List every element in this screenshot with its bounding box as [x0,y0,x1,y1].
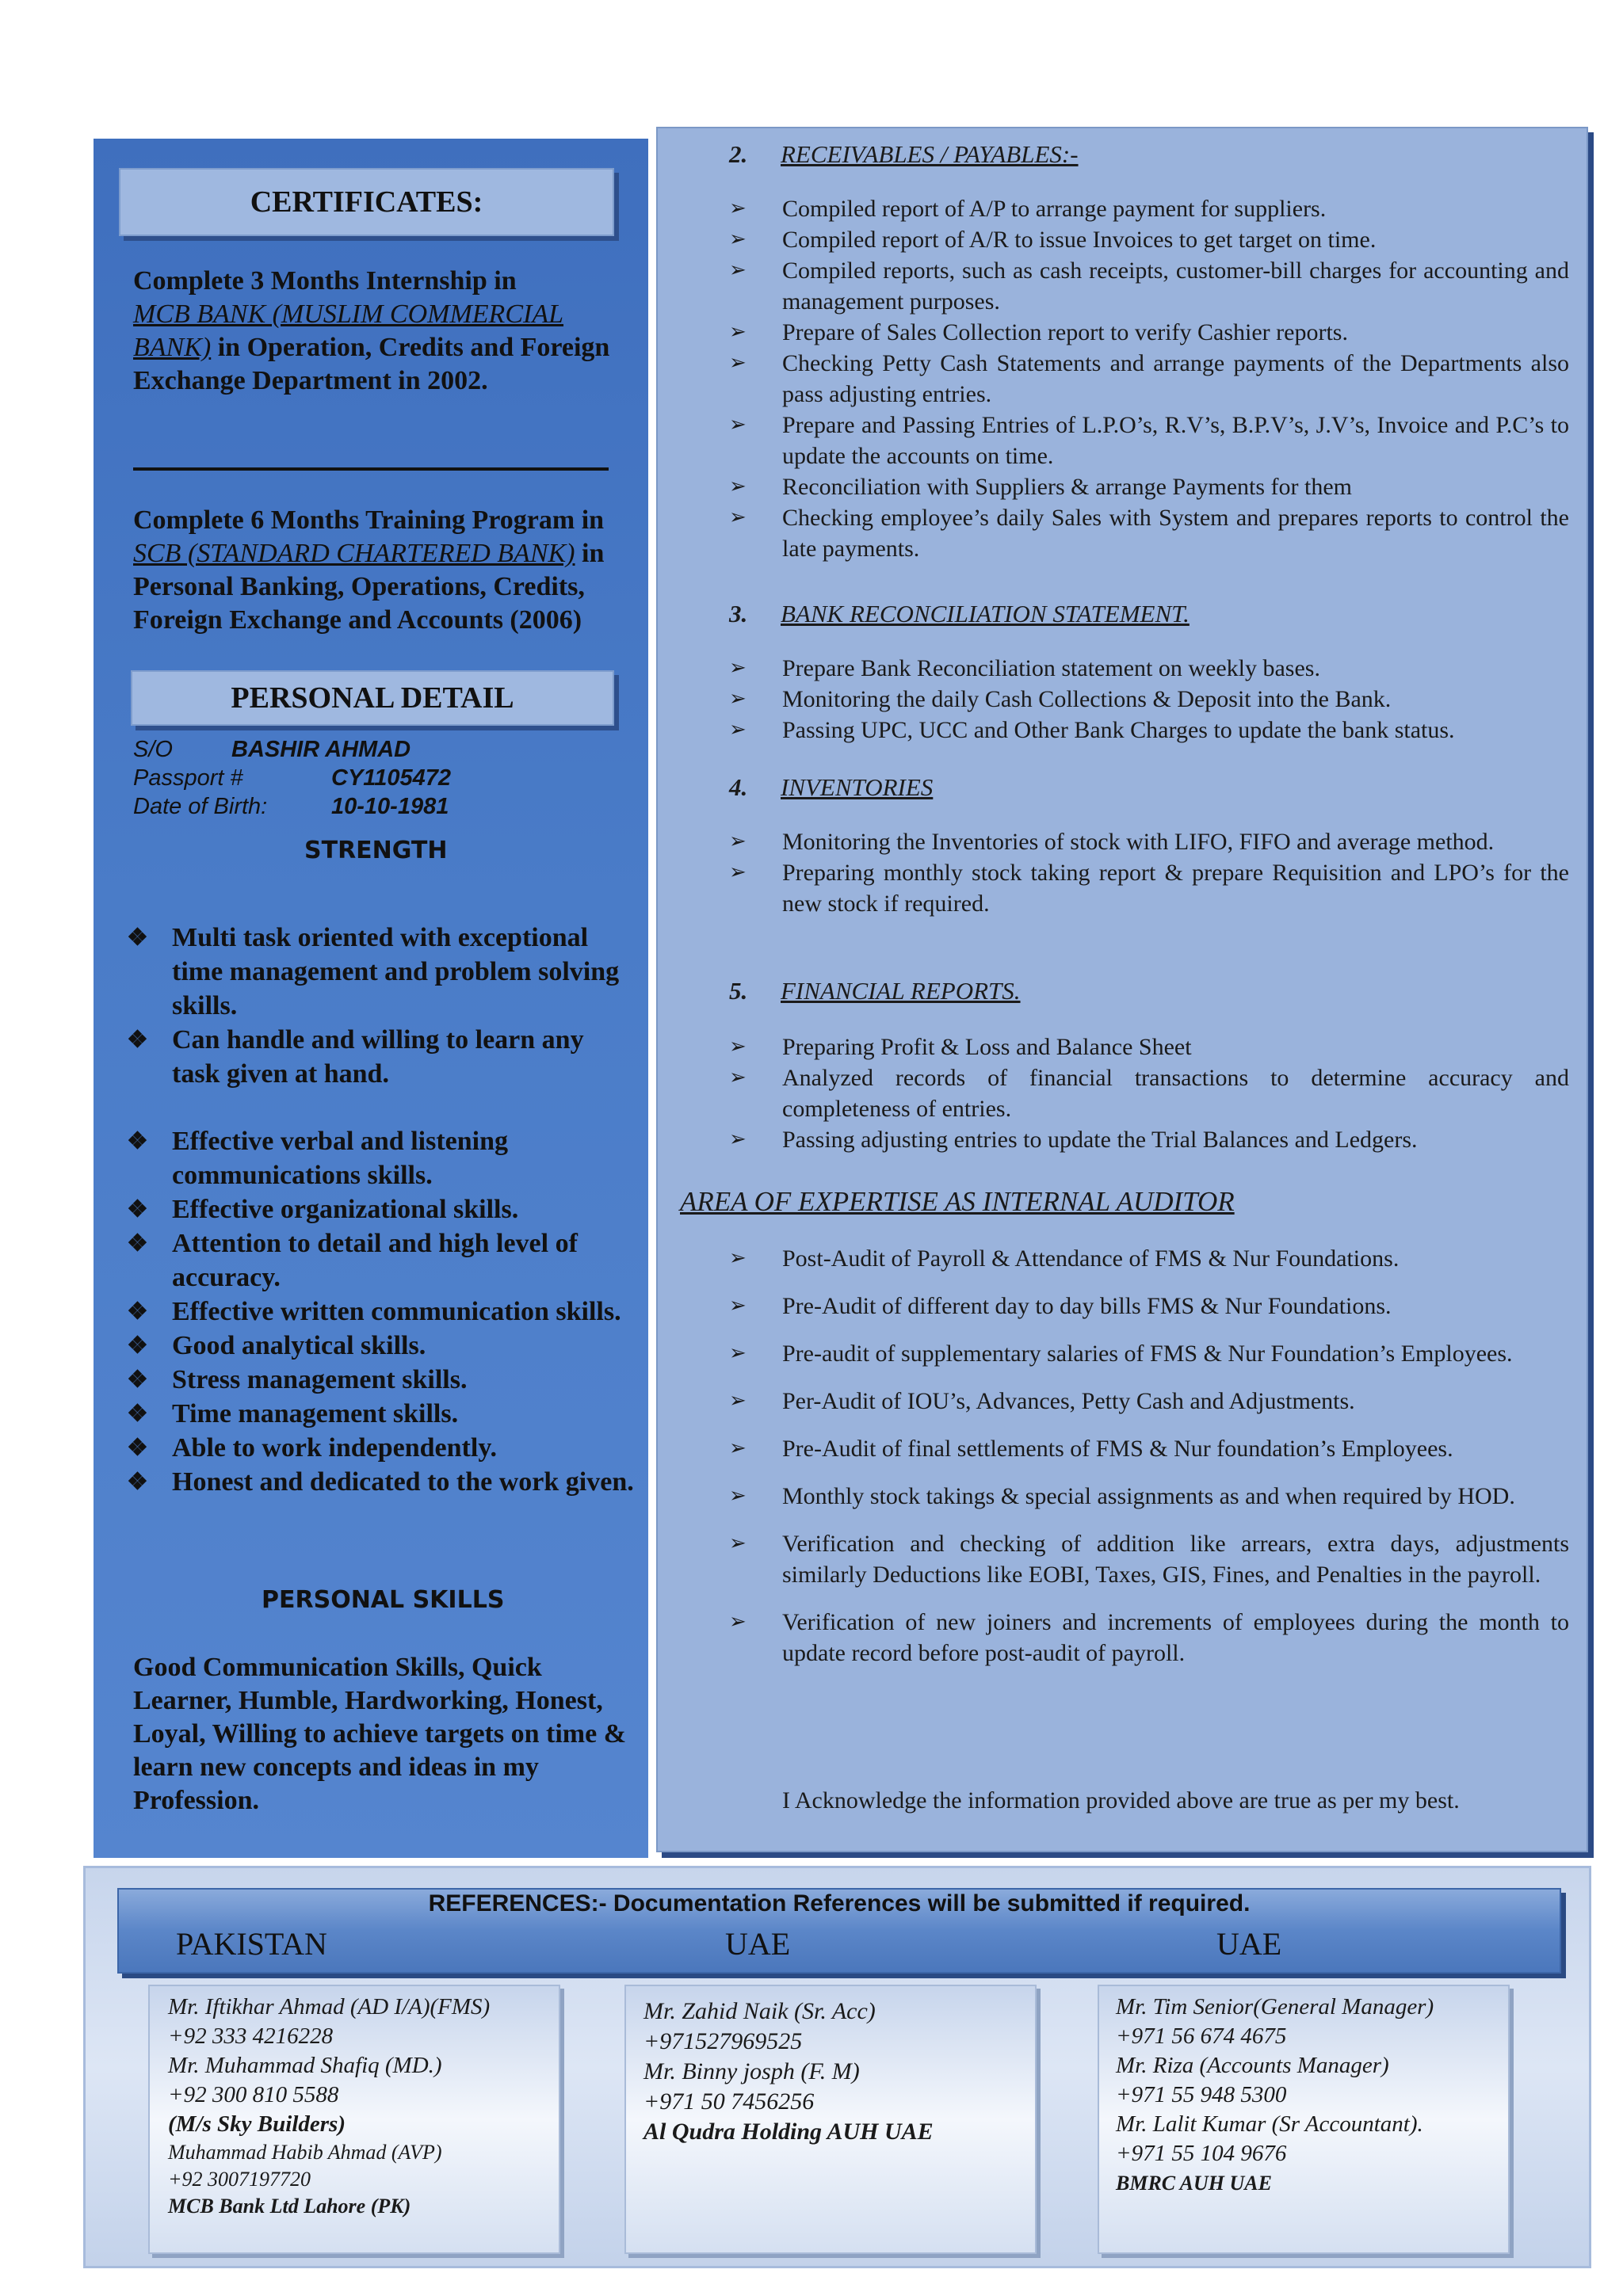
arrow-bullet-icon: ➢ [729,1436,747,1460]
diamond-bullet-icon: ❖ [127,1469,148,1495]
list-item: ➢ Compiled report of A/P to arrange payment for suppliers. [729,193,1569,224]
arrow-bullet-icon: ➢ [729,860,747,884]
financial-reports-list [729,1032,1569,1155]
diamond-bullet-icon: ❖ [127,1333,148,1359]
list-item: ➢ Per-Audit of IOU’s, Advances, Petty Cash and Adjustments. [729,1386,1569,1417]
section-5-number: 5. [729,977,748,1005]
diamond-bullet-icon: ❖ [127,1435,148,1461]
personal-detail-heading: PERSONAL DETAIL [131,670,614,726]
list-item: ➢ Prepare and Passing Entries of L.P.O’s, R.V’s, B.P.V’s, J.V’s, Invoice and P.C’s to update the accounts on time. [729,410,1569,471]
list-item: ➢ Pre-audit of supplementary salaries of FMS & Nur Foundation’s Employees. [729,1338,1569,1369]
list-item: ❖ Multi task oriented with exceptional time management and problem solving skills. [127,921,634,1023]
arrow-bullet-icon: ➢ [729,1035,747,1058]
list-item: ➢ Post-Audit of Payroll & Attendance of FMS & Nur Foundations. [729,1243,1569,1274]
certificate-training [133,504,617,637]
list-item: ➢ Prepare of Sales Collection report to verify Cashier reports. [729,317,1569,348]
list-item: ➢ Pre-Audit of different day to day bills FMS & Nur Foundations. [729,1291,1569,1322]
arrow-bullet-icon: ➢ [729,1531,747,1555]
cert1-suffix: in Operation, Credits and Foreign Exchange Department in 2002. [133,333,610,395]
strength-list [127,921,634,1499]
list-item: ❖ Stress management skills. [127,1363,634,1397]
arrow-bullet-icon: ➢ [729,475,747,498]
list-item: ➢ Preparing Profit & Loss and Balance Sheet [729,1032,1569,1062]
list-item: ➢ Passing adjusting entries to update the Trial Balances and Ledgers. [729,1124,1569,1155]
list-item: ➢ Checking Petty Cash Statements and arrange payments of the Departments also pass adjusting entries. [729,348,1569,410]
arrow-bullet-icon: ➢ [729,351,747,375]
list-item: ❖ Effective organizational skills. [127,1192,634,1226]
cert2-suffix: in Personal Banking, Operations, Credits, Foreign Exchange and Accounts (2006) [133,539,605,635]
list-item: ➢ Pre-Audit of final settlements of FMS & Nur foundation’s Employees. [729,1433,1569,1464]
diamond-bullet-icon: ❖ [127,1128,148,1154]
list-item: ❖ Can handle and willing to learn any task given at hand. [127,1023,634,1091]
section-4-title: INVENTORIES [781,773,934,801]
reference-uae1-lines: Mr. Zahid Naik (Sr. Acc) +971527969525 Mr. Binny josph (F. M) +971 50 7456256 Al Qudra Holding AUH UAE [643,1998,934,2145]
arrow-bullet-icon: ➢ [729,1294,747,1318]
certificates-heading: CERTIFICATES: [119,168,614,236]
acknowledgement-text: I Acknowledge the information provided above are true as per my best. [782,1787,1460,1814]
cert1-bank: MCB BANK (MUSLIM COMMERCIAL BANK) [133,299,564,362]
list-item: ❖ Able to work independently. [127,1431,634,1465]
certificate-internship [133,265,617,398]
section-5-title: FINANCIAL REPORTS. [781,977,1021,1005]
list-item: ➢ Compiled report of A/R to issue Invoices to get target on time. [729,224,1569,255]
certificate-divider [133,467,609,471]
country-uae: UAE [725,1926,791,1962]
country-pakistan: PAKISTAN [176,1926,327,1962]
list-item: ❖ Time management skills. [127,1397,634,1431]
cert2-prefix: Complete 6 Months Training Program in [133,505,605,535]
internal-auditor-list [729,1243,1569,1685]
list-item: ➢ Monitoring the daily Cash Collections & Deposit into the Bank. [729,684,1569,715]
section-4-number: 4. [729,773,748,801]
list-item: ❖ Attention to detail and high level of accuracy. [127,1226,634,1295]
arrow-bullet-icon: ➢ [729,1610,747,1634]
list-item: ➢ Reconciliation with Suppliers & arrange Payments for them [729,471,1569,502]
inventories-list [729,826,1569,919]
list-item: ➢ Prepare Bank Reconciliation statement on weekly bases. [729,653,1569,684]
list-item: ❖ Effective written communication skills. [127,1295,634,1329]
arrow-bullet-icon: ➢ [729,1389,747,1413]
list-item: ➢ Preparing monthly stock taking report & prepare Requisition and LPO’s for the new stock if required. [729,857,1569,919]
arrow-bullet-icon: ➢ [729,830,747,853]
arrow-bullet-icon: ➢ [729,687,747,711]
area-of-expertise-title: AREA OF EXPERTISE AS INTERNAL AUDITOR [680,1186,1235,1217]
list-item: ❖ Effective verbal and listening communications skills. [127,1124,634,1192]
arrow-bullet-icon: ➢ [729,320,747,344]
section-2-title: RECEIVABLES / PAYABLES:- [781,140,1079,168]
list-item: ❖ Good analytical skills. [127,1329,634,1363]
list-item: ➢ Verification of new joiners and increments of employees during the month to update record before post-audit of payroll. [729,1607,1569,1669]
diamond-bullet-icon: ❖ [127,1299,148,1325]
diamond-bullet-icon: ❖ [127,1367,148,1393]
list-item: ❖ Honest and dedicated to the work given. [127,1465,634,1499]
list-item: ➢ Monitoring the Inventories of stock with LIFO, FIFO and average method. [729,826,1569,857]
country-uae: UAE [1216,1926,1282,1962]
cert2-bank: SCB (STANDARD CHARTERED BANK) [133,539,575,568]
arrow-bullet-icon: ➢ [729,227,747,251]
passport-value: CY1105472 [331,765,452,791]
receivables-payables-list [729,193,1569,564]
so-value: BASHIR AHMAD [231,737,411,762]
list-item: ➢ Passing UPC, UCC and Other Bank Charges to update the bank status. [729,715,1569,746]
references-title: REFERENCES:- Documentation References will be submitted if required. [428,1890,1251,1917]
reference-pakistan-lines: Mr. Iftikhar Ahmad (AD I/A)(FMS) +92 333 4216228 Mr. Muhammad Shafiq (MD.) +92 300 810 5588 (M/s Sky Builders) Muhammad Habib Ahmad (AVP) +92 3007197720 MCB Bank Ltd Lahore (PK) [168,1994,491,2218]
personal-skills-text: Good Communication Skills, Quick Learner, Humble, Hardworking, Honest, Loyal, Willing to achieve targets on time & learn new concepts and ideas in my Profession. [133,1653,627,1815]
cert1-prefix: Complete 3 Months Internship in [133,266,517,296]
diamond-bullet-icon: ❖ [127,1196,148,1222]
section-3-title: BANK RECONCILIATION STATEMENT. [781,600,1190,627]
arrow-bullet-icon: ➢ [729,1484,747,1508]
arrow-bullet-icon: ➢ [729,196,747,220]
list-item: ➢ Compiled reports, such as cash receipts, customer-bill charges for accounting and management purposes. [729,255,1569,317]
arrow-bullet-icon: ➢ [729,1246,747,1270]
arrow-bullet-icon: ➢ [729,413,747,437]
arrow-bullet-icon: ➢ [729,1341,747,1365]
arrow-bullet-icon: ➢ [729,505,747,529]
arrow-bullet-icon: ➢ [729,258,747,282]
arrow-bullet-icon: ➢ [729,1127,747,1151]
arrow-bullet-icon: ➢ [729,1066,747,1089]
strength-heading: STRENGTH [304,837,448,864]
diamond-bullet-icon: ❖ [127,1401,148,1427]
list-item: ➢ Analyzed records of financial transactions to determine accuracy and completeness of entries. [729,1062,1569,1124]
bank-reconciliation-list [729,653,1569,746]
diamond-bullet-icon: ❖ [127,1027,148,1053]
diamond-bullet-icon: ❖ [127,925,148,951]
personal-skills-heading: PERSONAL SKILLS [262,1586,505,1614]
diamond-bullet-icon: ❖ [127,1230,148,1257]
list-item: ➢ Monthly stock takings & special assignments as and when required by HOD. [729,1481,1569,1512]
passport-label: Passport # [133,765,243,791]
list-item: ➢ Checking employee’s daily Sales with System and prepares reports to control the late payments. [729,502,1569,564]
so-label: S/O [133,737,173,762]
dob-value: 10-10-1981 [331,794,449,819]
arrow-bullet-icon: ➢ [729,718,747,742]
reference-uae2-lines: Mr. Tim Senior(General Manager) +971 56 674 4675 Mr. Riza (Accounts Manager) +971 55 948 5300 Mr. Lalit Kumar (Sr Accountant). +971 55 104 9676 BMRC AUH UAE [1116,1994,1434,2195]
list-item: ➢ Verification and checking of addition like arrears, extra days, adjustments similarly Deductions like EOBI, Taxes, GIS, Fines, and Penalties in the payroll. [729,1528,1569,1590]
section-2-number: 2. [729,140,748,168]
dob-label: Date of Birth: [133,794,268,819]
section-3-number: 3. [729,600,748,627]
arrow-bullet-icon: ➢ [729,656,747,680]
